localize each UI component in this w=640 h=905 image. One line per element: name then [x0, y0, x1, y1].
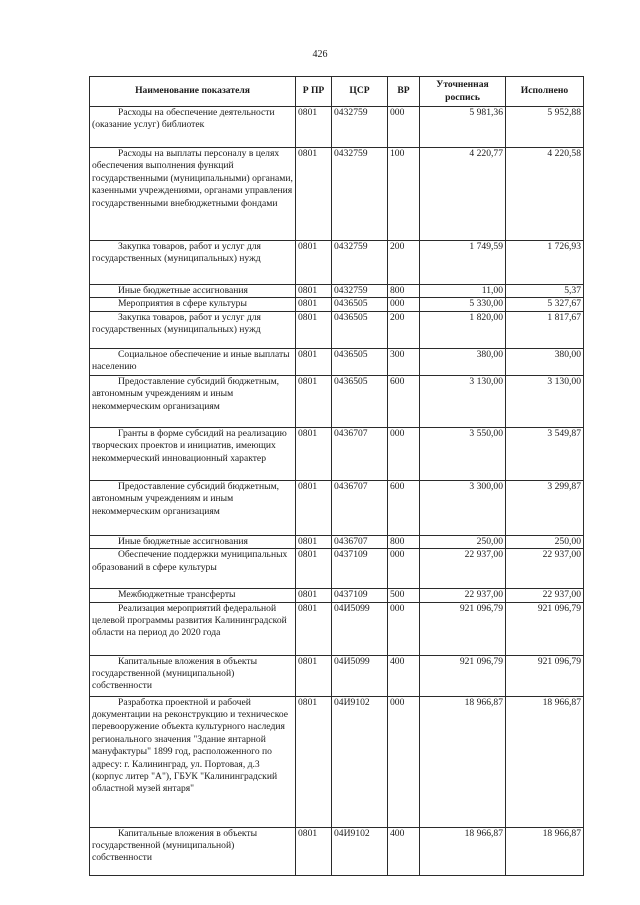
row-name: Обеспечение поддержки муниципальных образований в сфере культуры [90, 549, 296, 589]
row-planned: 921 096,79 [420, 655, 506, 696]
header-name: Наименование показателя [90, 77, 296, 107]
table-row [90, 696, 584, 827]
table-row [90, 602, 584, 655]
table-header-row [90, 77, 584, 107]
row-executed: 3 549,87 [506, 427, 584, 480]
row-name: Капитальные вложения в объекты государственной (муниципальной) собственности [90, 655, 296, 696]
row-name: Предоставление субсидий бюджетным, автономным учреждениям и иным некоммерческим организациям [90, 480, 296, 535]
row-csr: 0436707 [332, 427, 388, 480]
row-executed: 380,00 [506, 348, 584, 375]
row-vr: 400 [388, 827, 420, 875]
row-executed: 5,37 [506, 285, 584, 298]
table-row [90, 375, 584, 427]
row-rpr: 0801 [296, 241, 332, 285]
table-row [90, 348, 584, 375]
row-executed: 18 966,87 [506, 827, 584, 875]
row-executed: 3 130,00 [506, 375, 584, 427]
row-planned: 18 966,87 [420, 827, 506, 875]
row-csr: 04И5099 [332, 655, 388, 696]
table-row [90, 655, 584, 696]
row-vr: 000 [388, 298, 420, 311]
row-rpr: 0801 [296, 375, 332, 427]
row-vr: 500 [388, 589, 420, 602]
row-rpr: 0801 [296, 827, 332, 875]
table-row [90, 298, 584, 311]
row-planned: 4 220,77 [420, 148, 506, 241]
row-csr: 0436505 [332, 348, 388, 375]
row-rpr: 0801 [296, 107, 332, 148]
row-planned: 250,00 [420, 535, 506, 548]
row-rpr: 0801 [296, 549, 332, 589]
row-rpr: 0801 [296, 298, 332, 311]
table-row [90, 549, 584, 589]
row-planned: 3 550,00 [420, 427, 506, 480]
row-rpr: 0801 [296, 535, 332, 548]
row-name: Закупка товаров, работ и услуг для государственных (муниципальных) нужд [90, 311, 296, 348]
table-row [90, 427, 584, 480]
table-row [90, 311, 584, 348]
row-vr: 000 [388, 107, 420, 148]
row-planned: 11,00 [420, 285, 506, 298]
row-csr: 0437109 [332, 589, 388, 602]
row-name: Расходы на обеспечение деятельности (оказание услуг) библиотек [90, 107, 296, 148]
row-vr: 000 [388, 602, 420, 655]
row-rpr: 0801 [296, 285, 332, 298]
row-vr: 100 [388, 148, 420, 241]
row-executed: 5 952,88 [506, 107, 584, 148]
row-executed: 1 726,93 [506, 241, 584, 285]
page-number: 426 [312, 49, 328, 60]
table-row [90, 107, 584, 148]
row-csr: 0436505 [332, 375, 388, 427]
table-row [90, 535, 584, 548]
row-planned: 1 749,59 [420, 241, 506, 285]
row-rpr: 0801 [296, 602, 332, 655]
row-name: Капитальные вложения в объекты государственной (муниципальной) собственности [90, 827, 296, 875]
row-name: Закупка товаров, работ и услуг для государственных (муниципальных) нужд [90, 241, 296, 285]
row-planned: 1 820,00 [420, 311, 506, 348]
row-vr: 600 [388, 480, 420, 535]
header-rpr: Р ПР [296, 77, 332, 107]
row-planned: 5 330,00 [420, 298, 506, 311]
row-rpr: 0801 [296, 655, 332, 696]
row-executed: 5 327,67 [506, 298, 584, 311]
row-name: Иные бюджетные ассигнования [90, 285, 296, 298]
row-vr: 400 [388, 655, 420, 696]
row-executed: 4 220,58 [506, 148, 584, 241]
row-csr: 0436505 [332, 298, 388, 311]
table-row [90, 480, 584, 535]
row-executed: 250,00 [506, 535, 584, 548]
row-name: Межбюджетные трансферты [90, 589, 296, 602]
row-rpr: 0801 [296, 148, 332, 241]
row-csr: 0437109 [332, 549, 388, 589]
row-executed: 1 817,67 [506, 311, 584, 348]
row-rpr: 0801 [296, 311, 332, 348]
row-rpr: 0801 [296, 589, 332, 602]
row-rpr: 0801 [296, 427, 332, 480]
row-executed: 3 299,87 [506, 480, 584, 535]
row-name: Иные бюджетные ассигнования [90, 535, 296, 548]
row-vr: 200 [388, 311, 420, 348]
row-vr: 800 [388, 285, 420, 298]
header-csr: ЦСР [332, 77, 388, 107]
row-csr: 04И5099 [332, 602, 388, 655]
row-name: Социальное обеспечение и иные выплаты населению [90, 348, 296, 375]
row-rpr: 0801 [296, 696, 332, 827]
row-csr: 0436707 [332, 480, 388, 535]
row-executed: 18 966,87 [506, 696, 584, 827]
row-name: Мероприятия в сфере культуры [90, 298, 296, 311]
row-csr: 04И9102 [332, 827, 388, 875]
table-row [90, 827, 584, 875]
row-rpr: 0801 [296, 348, 332, 375]
row-csr: 0436505 [332, 311, 388, 348]
row-name: Предоставление субсидий бюджетным, автономным учреждениям и иным некоммерческим организациям [90, 375, 296, 427]
row-csr: 0436707 [332, 535, 388, 548]
row-planned: 18 966,87 [420, 696, 506, 827]
row-vr: 000 [388, 696, 420, 827]
row-executed: 921 096,79 [506, 602, 584, 655]
row-planned: 5 981,36 [420, 107, 506, 148]
table-row [90, 148, 584, 241]
row-vr: 600 [388, 375, 420, 427]
row-name: Реализация мероприятий федеральной целевой программы развития Калининградской области на период до 2020 года [90, 602, 296, 655]
row-rpr: 0801 [296, 480, 332, 535]
row-csr: 0432759 [332, 241, 388, 285]
row-executed: 22 937,00 [506, 549, 584, 589]
header-vr: ВР [388, 77, 420, 107]
row-name: Расходы на выплаты персоналу в целях обеспечения выполнения функций государственными (муниципальными) органами, казенными учреждениями, органами управления государственными внебюджетными фондами [90, 148, 296, 241]
header-planned: Уточненная роспись [420, 77, 506, 107]
row-csr: 0432759 [332, 285, 388, 298]
row-vr: 000 [388, 549, 420, 589]
row-vr: 000 [388, 427, 420, 480]
row-vr: 800 [388, 535, 420, 548]
header-executed: Исполнено [506, 77, 584, 107]
row-planned: 22 937,00 [420, 549, 506, 589]
row-executed: 22 937,00 [506, 589, 584, 602]
table-row [90, 241, 584, 285]
row-vr: 200 [388, 241, 420, 285]
row-csr: 04И9102 [332, 696, 388, 827]
budget-execution-table [89, 76, 584, 876]
row-planned: 22 937,00 [420, 589, 506, 602]
row-executed: 921 096,79 [506, 655, 584, 696]
row-planned: 921 096,79 [420, 602, 506, 655]
row-name: Гранты в форме субсидий на реализацию творческих проектов и инициатив, имеющих некоммерческий инновационный характер [90, 427, 296, 480]
row-vr: 300 [388, 348, 420, 375]
table-row [90, 285, 584, 298]
row-planned: 3 130,00 [420, 375, 506, 427]
row-planned: 3 300,00 [420, 480, 506, 535]
row-csr: 0432759 [332, 107, 388, 148]
row-csr: 0432759 [332, 148, 388, 241]
row-planned: 380,00 [420, 348, 506, 375]
row-name: Разработка проектной и рабочей документации на реконструкцию и техническое перевооружение объекта культурного наследия регионального значения "Здание янтарной мануфактуры" 1899 год, расположенного по адресу: г. Калининград, ул. Портовая, д.3 (корпус литер "А"), ГБУК "Калининградский областной музей янтаря" [90, 696, 296, 827]
table-row [90, 589, 584, 602]
